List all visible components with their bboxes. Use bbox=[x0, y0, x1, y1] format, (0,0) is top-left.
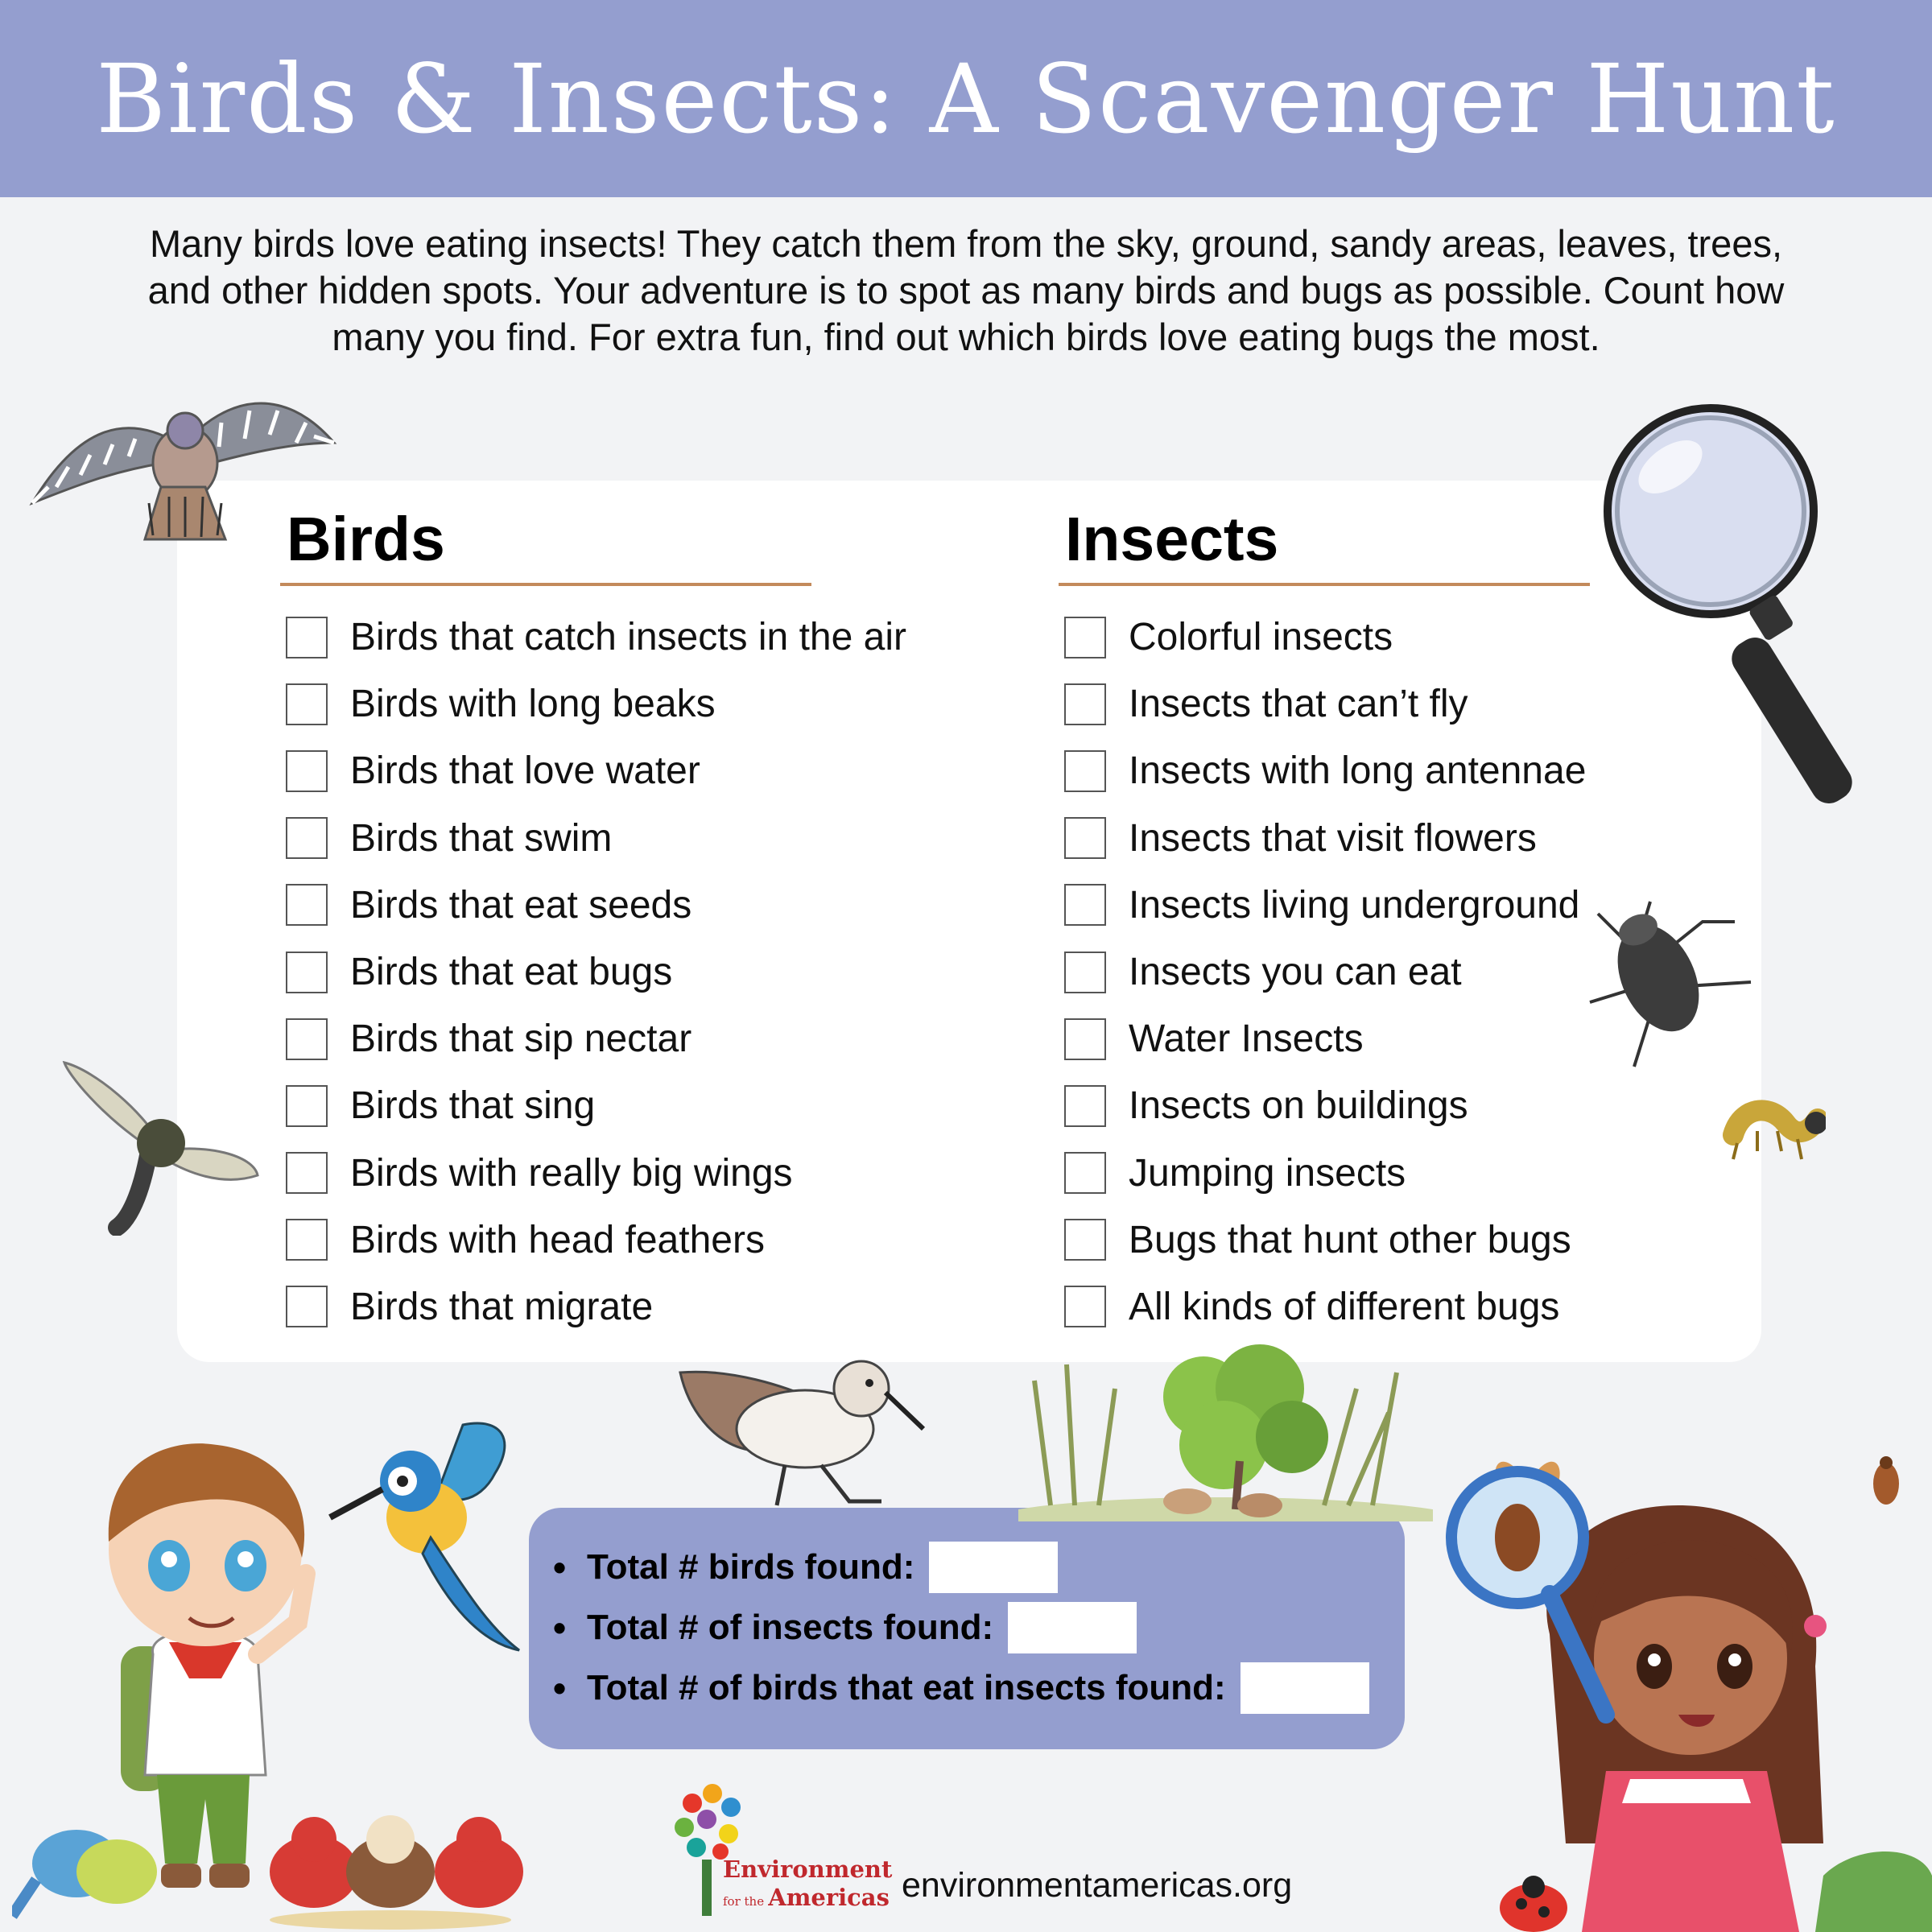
checkbox[interactable] bbox=[286, 1286, 328, 1327]
bird-checklist-item bbox=[280, 872, 940, 939]
cicada-icon bbox=[52, 1059, 262, 1236]
ladybug-icon bbox=[1489, 1868, 1578, 1932]
bullet: • bbox=[553, 1546, 567, 1588]
total-insects-row bbox=[553, 1597, 1405, 1657]
bullet: • bbox=[553, 1666, 567, 1709]
bird-item-label: Birds that sip nectar bbox=[350, 1018, 692, 1061]
page-title: Birds & Insects: A Scavenger Hunt bbox=[96, 43, 1836, 155]
bird-checklist-item bbox=[280, 1140, 940, 1207]
checkbox[interactable] bbox=[286, 617, 328, 658]
totals-panel bbox=[529, 1508, 1405, 1749]
checkbox[interactable] bbox=[1064, 884, 1106, 926]
bird-checklist-item bbox=[280, 1005, 940, 1072]
bird-item-label: Birds that sing bbox=[350, 1084, 596, 1128]
checkbox[interactable] bbox=[1064, 1085, 1106, 1127]
total-insect-eaters-row bbox=[553, 1657, 1405, 1718]
checkbox[interactable] bbox=[1064, 952, 1106, 993]
insect-item-label: Insects that can’t fly bbox=[1129, 683, 1468, 726]
kingfisher-icon bbox=[326, 1409, 527, 1658]
water-beetle-icon bbox=[1574, 898, 1759, 1075]
insects-heading-rule bbox=[1059, 583, 1590, 586]
total-birds-row bbox=[553, 1537, 1405, 1597]
insect-item-label: Insects with long antennae bbox=[1129, 749, 1587, 793]
insect-item-label: Insects you can eat bbox=[1129, 951, 1462, 994]
checkbox[interactable] bbox=[1064, 1286, 1106, 1327]
insect-checklist-item bbox=[1059, 1005, 1622, 1072]
insects-checklist bbox=[1059, 604, 1622, 1340]
bird-checklist-item bbox=[280, 939, 940, 1005]
checkbox[interactable] bbox=[286, 683, 328, 725]
checkbox[interactable] bbox=[286, 1152, 328, 1194]
insect-item-label: All kinds of different bugs bbox=[1129, 1285, 1560, 1328]
sandpiper-icon bbox=[664, 1336, 926, 1509]
insect-item-label: Insects on buildings bbox=[1129, 1084, 1468, 1128]
insect-checklist-item bbox=[1059, 604, 1622, 671]
insect-item-label: Water Insects bbox=[1129, 1018, 1364, 1061]
insect-checklist-item bbox=[1059, 1140, 1622, 1207]
logo-wordmark-americas: Americas bbox=[768, 1884, 890, 1911]
environment-americas-logo bbox=[660, 1771, 893, 1916]
logo-wordmark-line2 bbox=[723, 1884, 890, 1911]
checkbox[interactable] bbox=[286, 952, 328, 993]
checkbox[interactable] bbox=[286, 1018, 328, 1060]
footer-url-link[interactable]: environmentamericas.org bbox=[902, 1866, 1293, 1905]
total-birds-label: Total # birds found: bbox=[587, 1546, 915, 1587]
logo-wordmark-small: for the bbox=[723, 1894, 765, 1909]
checkbox[interactable] bbox=[286, 750, 328, 792]
bird-item-label: Birds with long beaks bbox=[350, 683, 716, 726]
total-insects-label: Total # of insects found: bbox=[587, 1607, 994, 1647]
checkbox[interactable] bbox=[1064, 683, 1106, 725]
bird-checklist-item bbox=[280, 737, 940, 804]
insect-checklist-item bbox=[1059, 872, 1622, 939]
bird-item-label: Birds that migrate bbox=[350, 1285, 654, 1328]
checkbox[interactable] bbox=[1064, 617, 1106, 658]
checkbox[interactable] bbox=[286, 1085, 328, 1127]
insect-checklist-item bbox=[1059, 939, 1622, 1005]
insect-checklist-item bbox=[1059, 1072, 1622, 1139]
kestrel-icon bbox=[24, 366, 338, 543]
checkbox[interactable] bbox=[286, 884, 328, 926]
birds-heading-rule bbox=[280, 583, 811, 586]
girl-explorer-icon bbox=[1437, 1425, 1932, 1932]
insect-item-label: Jumping insects bbox=[1129, 1151, 1406, 1195]
checkbox[interactable] bbox=[1064, 750, 1106, 792]
total-insects-field[interactable] bbox=[1008, 1602, 1137, 1653]
small-birds-icon bbox=[12, 1775, 535, 1932]
bird-checklist-item bbox=[280, 671, 940, 737]
bird-checklist-item bbox=[280, 1274, 940, 1340]
checkbox[interactable] bbox=[1064, 817, 1106, 859]
header-banner bbox=[0, 0, 1932, 197]
shrub-icon bbox=[1018, 1340, 1433, 1521]
checkbox[interactable] bbox=[286, 817, 328, 859]
insects-heading: Insects bbox=[1065, 505, 1279, 574]
total-insect-eaters-field[interactable] bbox=[1241, 1662, 1369, 1714]
insect-item-label: Insects that visit flowers bbox=[1129, 816, 1537, 860]
insect-checklist-item bbox=[1059, 1207, 1622, 1274]
insect-checklist-item bbox=[1059, 671, 1622, 737]
caterpillar-icon bbox=[1721, 1091, 1826, 1187]
insect-item-label: Colorful insects bbox=[1129, 616, 1393, 659]
birds-column bbox=[280, 499, 940, 1340]
checkbox[interactable] bbox=[1064, 1219, 1106, 1261]
total-birds-field[interactable] bbox=[929, 1542, 1058, 1593]
checkbox[interactable] bbox=[286, 1219, 328, 1261]
insect-checklist-item bbox=[1059, 737, 1622, 804]
bird-item-label: Birds with head feathers bbox=[350, 1218, 765, 1261]
bird-item-label: Birds that eat bugs bbox=[350, 951, 673, 994]
insects-column bbox=[1059, 499, 1622, 1340]
checkbox[interactable] bbox=[1064, 1018, 1106, 1060]
logo-wordmark-line1: Environment bbox=[723, 1856, 893, 1883]
insect-checklist-item bbox=[1059, 1274, 1622, 1340]
checkbox[interactable] bbox=[1064, 1152, 1106, 1194]
bird-item-label: Birds that eat seeds bbox=[350, 883, 692, 927]
bird-item-label: Birds that love water bbox=[350, 749, 700, 793]
bird-item-label: Birds that catch insects in the air bbox=[350, 616, 906, 659]
bird-checklist-item bbox=[280, 604, 940, 671]
insect-checklist-item bbox=[1059, 805, 1622, 872]
bird-checklist-item bbox=[280, 1207, 940, 1274]
insect-item-label: Bugs that hunt other bugs bbox=[1129, 1218, 1571, 1261]
birds-checklist bbox=[280, 604, 940, 1340]
magnifying-glass-icon bbox=[1598, 398, 1880, 809]
total-insect-eaters-label: Total # of birds that eat insects found: bbox=[587, 1667, 1226, 1707]
bullet: • bbox=[553, 1606, 567, 1649]
bird-checklist-item bbox=[280, 805, 940, 872]
bird-item-label: Birds that swim bbox=[350, 816, 613, 860]
birds-heading: Birds bbox=[287, 505, 445, 574]
intro-text: Many birds love eating insects! They catch them from the sky, ground, sandy areas, leaves, trees, and other hidden spots. Your adventure is to spot as many birds and bugs as possible. Count how many you find. For extra fun, find out which birds love eating bugs the most. bbox=[147, 222, 1785, 358]
insect-item-label: Insects living underground bbox=[1129, 883, 1580, 927]
bird-checklist-item bbox=[280, 1072, 940, 1139]
bird-item-label: Birds with really big wings bbox=[350, 1151, 793, 1195]
